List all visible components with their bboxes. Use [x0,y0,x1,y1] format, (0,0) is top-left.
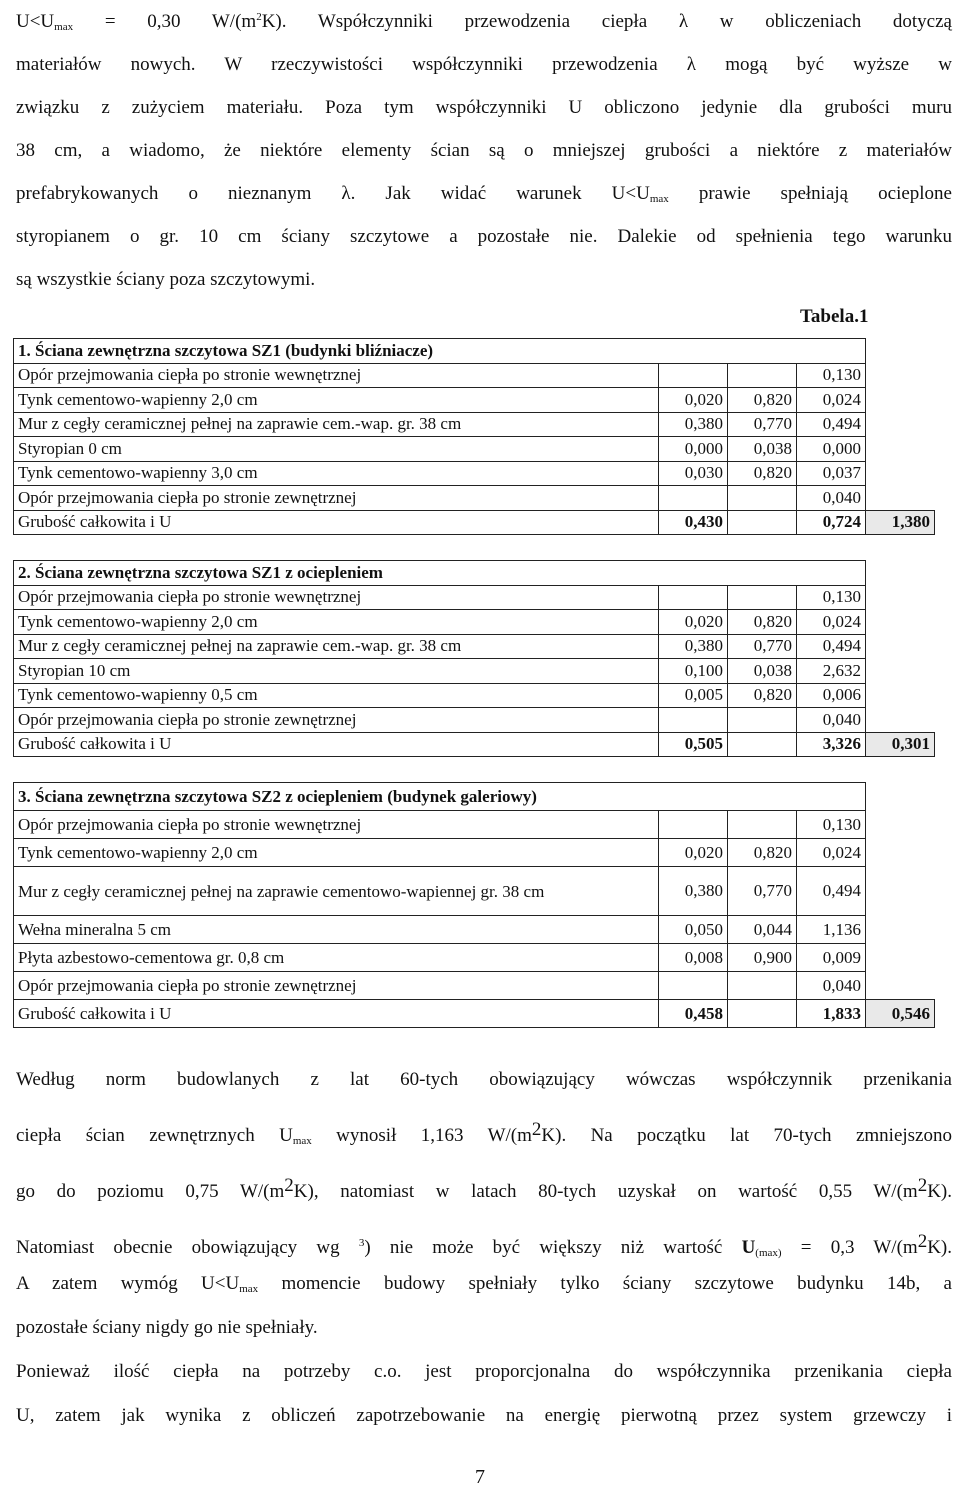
table-total-row: Grubość całkowita i U 0,505 3,326 0,301 [14,732,935,757]
table-row: Opór przejmowania ciepła po stronie zewnętrznej 0,040 [14,486,935,511]
table-row: Opór przejmowania ciepła po stronie zewnętrznej 0,040 [14,972,935,1000]
conclusion-line-4: U, zatem jak wynika z obliczeń zapotrzebowanie na energię pierwotną przez system grzewczy i [16,1405,952,1426]
table-row: Tynk cementowo-wapienny 3,0 cm 0,030 0,820 0,037 [14,461,935,486]
page-number: 7 [475,1466,485,1488]
norms-line-1: Według norm budowlanych z lat 60-tych obowiązujący wówczas współczynnik przenikania [16,1069,952,1090]
conclusion-line-1: A zatem wymóg $U<U_{max}$ momencie budowy spełniały tylko ściany szczytowe budynku 14b, a [16,1273,952,1295]
norms-line-3: go do poziomu 0,75 $W/(m^2K)$, natomiast w latach 80-tych uzyskał on wartość 0,55 $W/(m^2K)$. [16,1175,952,1202]
table-row: Tynk cementowo-wapienny 0,5 cm 0,005 0,820 0,006 [14,683,935,708]
table-title: 3. Ściana zewnętrzna szczytowa SZ2 z ociepleniem (budynek galeriowy) [14,783,866,811]
conclusion-line-3: Ponieważ ilość ciepła na potrzeby c.o. jest proporcjonalna do współczynnika przenikania ciepła [16,1361,952,1382]
table-title: 1. Ściana zewnętrzna szczytowa SZ1 (budynki bliźniacze) [14,339,866,364]
norms-paragraph [16,1052,952,1276]
table-row: Tynk cementowo-wapienny 2,0 cm 0,020 0,820 0,024 [14,388,935,413]
conclusion-paragraph [16,1262,952,1438]
table-row: Tynk cementowo-wapienny 2,0 cm 0,020 0,820 0,024 [14,839,935,867]
intro-line-3: związku z zużyciem materiału. Poza tym współczynniki U obliczono jedynie dla grubości muru [16,97,952,118]
table-row: Opór przejmowania ciepła po stronie wewnętrznej 0,130 [14,363,935,388]
conclusion-line-2: pozostałe ściany nigdy go nie spełniały. [16,1317,318,1338]
intro-line-1: $U<U_{max} = 0,30$ $W/(m^2K)$. Współczynniki przewodzenia ciepła λ w obliczeniach dotyczą [16,11,952,33]
table-row: Płyta azbestowo-cementowa gr. 0,8 cm 0,008 0,900 0,009 [14,944,935,972]
u-value: 0,546 [866,1000,935,1028]
u-value: 0,301 [866,732,935,757]
table-row: Mur z cegły ceramicznej pełnej na zaprawie cem.-wap. gr. 38 cm 0,380 0,770 0,494 [14,412,935,437]
intro-line-2: materiałów nowych. W rzeczywistości współczynniki przewodzenia λ mogą być wyższe w [16,54,952,75]
table-row: Opór przejmowania ciepła po stronie wewnętrznej 0,130 [14,585,935,610]
wall-table-3 [13,782,935,1028]
intro-line-4: 38 cm, a wiadomo, że niektóre elementy ścian są o mniejszej grubości a niektóre z materiałów [16,140,952,161]
norms-line-4: Natomiast obecnie obowiązujący wg $^3$) nie może być większy niż wartość $U_{(max)} = 0,3$ $W/(m^2K)$. [16,1231,952,1259]
intro-line-6: styropianem o gr. 10 cm ściany szczytowe a pozostałe nie. Dalekie od spełnienia tego warunku [16,226,952,247]
table-row: Opór przejmowania ciepła po stronie zewnętrznej 0,040 [14,708,935,733]
table-total-row: Grubość całkowita i U 0,430 0,724 1,380 [14,510,935,535]
table-caption: Tabela.1 [800,306,869,327]
wall-table-2 [13,560,935,757]
intro-paragraph [16,0,952,301]
table-row: Opór przejmowania ciepła po stronie wewnętrznej 0,130 [14,811,935,839]
norms-line-2: ciepła ścian zewnętrznych $U_{max}$ wynosił 1,163 $W/(m^2K)$. Na początku lat 70-tych zmniejszono [16,1119,952,1147]
table-row: Styropian 0 cm 0,000 0,038 0,000 [14,437,935,462]
table-row: Mur z cegły ceramicznej pełnej na zaprawie cementowo-wapiennej gr. 38 cm 0,380 0,770 0,494 [14,867,935,916]
table-row: Wełna mineralna 5 cm 0,050 0,044 1,136 [14,916,935,944]
table-row: Tynk cementowo-wapienny 2,0 cm 0,020 0,820 0,024 [14,610,935,635]
table-title: 2. Ściana zewnętrzna szczytowa SZ1 z ociepleniem [14,561,866,586]
table-total-row: Grubość całkowita i U 0,458 1,833 0,546 [14,1000,935,1028]
u-value: 1,380 [866,510,935,535]
table-row: Styropian 10 cm 0,100 0,038 2,632 [14,659,935,684]
table-row: Mur z cegły ceramicznej pełnej na zaprawie cem.-wap. gr. 38 cm 0,380 0,770 0,494 [14,634,935,659]
intro-line-7: są wszystkie ściany poza szczytowymi. [16,269,316,290]
wall-table-1 [13,338,935,535]
intro-line-5: prefabrykowanych o nieznanym λ. Jak widać warunek $U<U_{max}$ prawie spełniają ocieplone [16,183,952,205]
